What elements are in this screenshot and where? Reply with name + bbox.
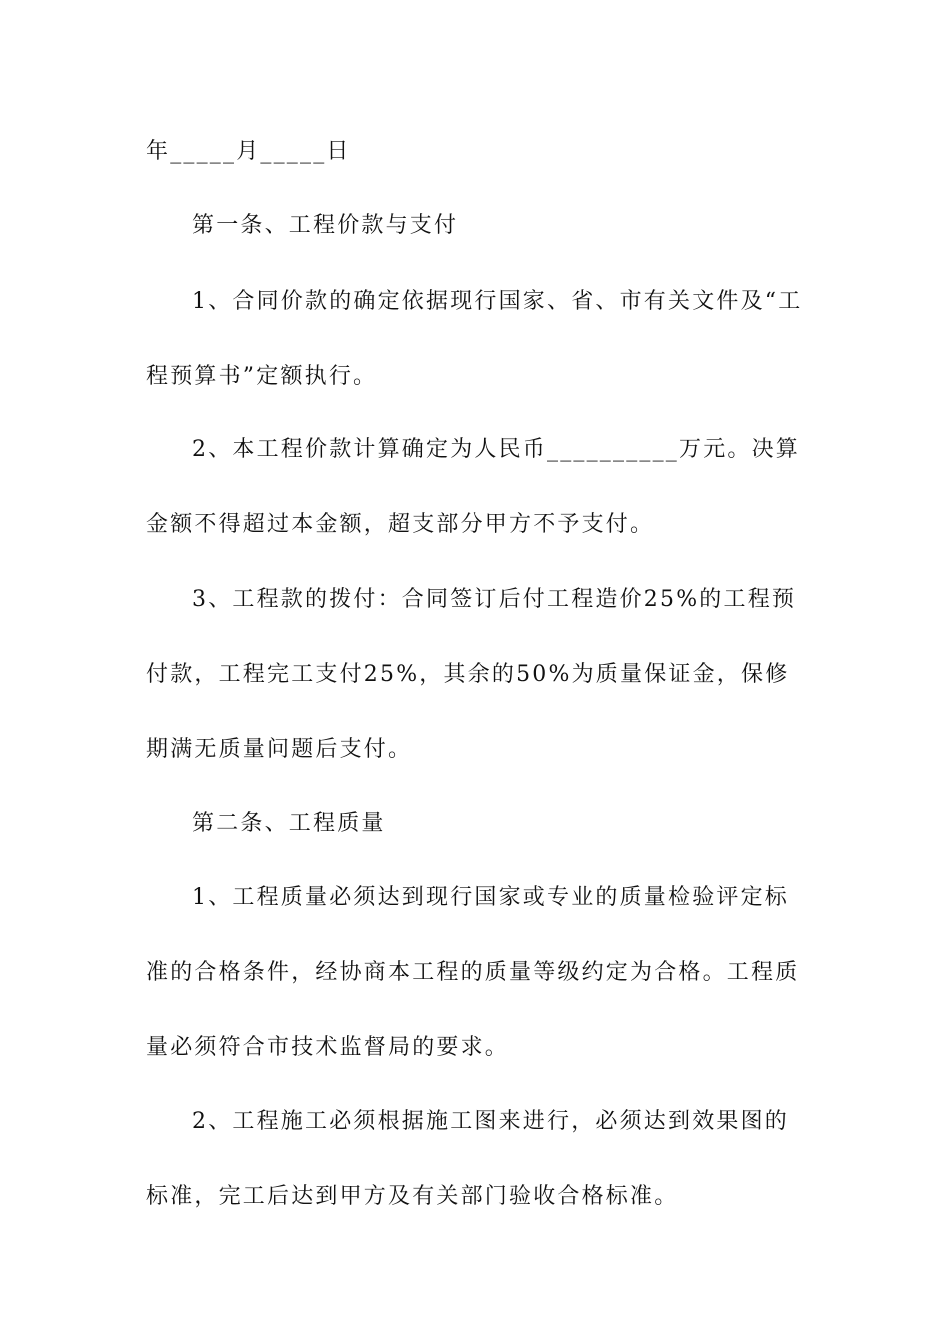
article1-item2: 2、本工程价款计算确定为人民币__________万元。决算金额不得超过本金额，超支部分甲方不予支付。 xyxy=(146,437,800,537)
date-line: 年_____月_____日 xyxy=(146,139,351,164)
article1-heading: 第一条、工程价款与支付 xyxy=(192,213,459,238)
article1-item1: 1、合同价款的确定依据现行国家、省、市有关文件及“工程预算书”定额执行。 xyxy=(146,289,803,389)
article2-item2: 2、工程施工必须根据施工图来进行，必须达到效果图的标准，完工后达到甲方及有关部门验收合格标准。 xyxy=(146,1109,789,1209)
article1-item3: 3、工程款的拨付：合同签订后付工程造价25%的工程预付款，工程完工支付25%，其余的50%为质量保证金，保修期满无质量问题后支付。 xyxy=(146,587,797,762)
article2-heading: 第二条、工程质量 xyxy=(192,811,386,836)
article2-item1: 1、工程质量必须达到现行国家或专业的质量检验评定标准的合格条件，经协商本工程的质量等级约定为合格。工程质量必须符合市技术监督局的要求。 xyxy=(146,885,800,1060)
